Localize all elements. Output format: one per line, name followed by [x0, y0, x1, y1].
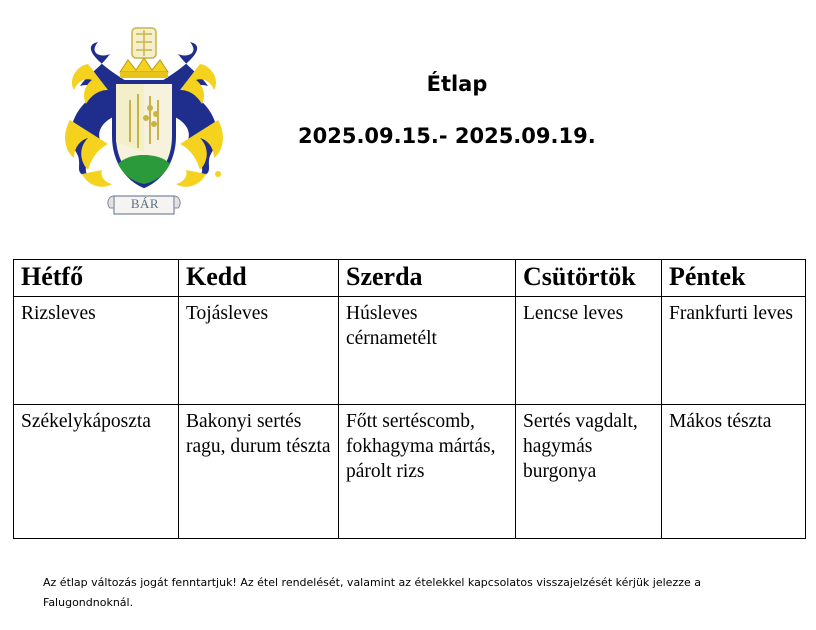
- soup-cell-wednesday: Húsleves cérnametélt: [339, 297, 516, 405]
- main-cell-friday: Mákos tészta: [662, 405, 806, 539]
- coat-of-arms-graphic: [58, 24, 230, 224]
- main-cell-monday: Székelykáposzta: [14, 405, 179, 539]
- weekly-menu-table: [13, 259, 806, 539]
- main-cell-wednesday: Főtt sertéscomb, fokhagyma mártás, párolt rizs: [339, 405, 516, 539]
- soup-cell-monday: Rizsleves: [14, 297, 179, 405]
- soup-cell-tuesday: Tojásleves: [179, 297, 339, 405]
- table-header-row: [14, 260, 806, 297]
- date-range: 2025.09.15.- 2025.09.19.: [298, 124, 596, 148]
- day-header-friday: Péntek: [662, 260, 806, 297]
- day-header-tuesday: Kedd: [179, 260, 339, 297]
- soup-row: [14, 297, 806, 405]
- coat-of-arms-logo: [58, 24, 230, 224]
- day-header-wednesday: Szerda: [339, 260, 516, 297]
- main-course-row: [14, 405, 806, 539]
- day-header-monday: Hétfő: [14, 260, 179, 297]
- footer-note: Az étlap változás jogát fenntartjuk! Az étel rendelését, valamint az ételekkel kapcsolatos visszajelzését kérjük jelezze a Falugondnoknál.: [43, 576, 701, 609]
- soup-cell-friday: Frankfurti leves: [662, 297, 806, 405]
- day-header-thursday: Csütörtök: [516, 260, 662, 297]
- main-cell-thursday: Sertés vagdalt, hagymás burgonya: [516, 405, 662, 539]
- main-cell-tuesday: Bakonyi sertés ragu, durum tészta: [179, 405, 339, 539]
- logo-banner-text: BÁR: [130, 196, 160, 211]
- page-title: Étlap: [426, 72, 488, 96]
- soup-cell-thursday: Lencse leves: [516, 297, 662, 405]
